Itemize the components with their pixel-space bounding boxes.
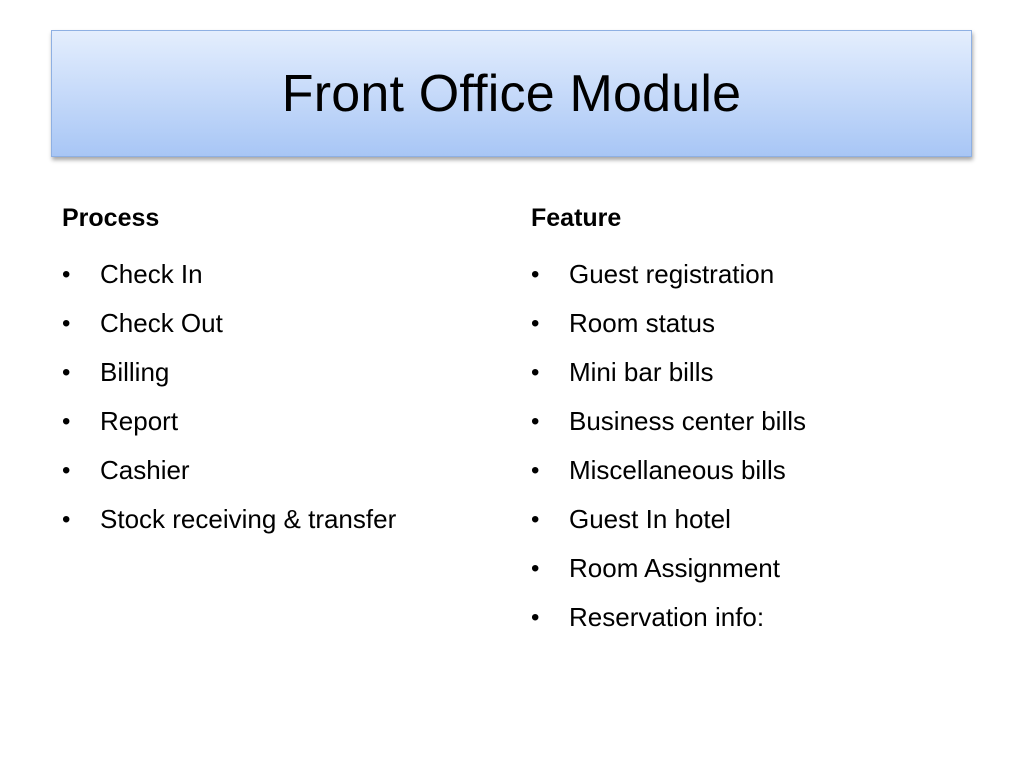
- title-banner: [51, 30, 972, 157]
- list-item-label: Mini bar bills: [569, 357, 714, 387]
- bullet-icon: •: [62, 359, 71, 386]
- list-item: [62, 397, 502, 446]
- list-item-label: Business center bills: [569, 406, 806, 436]
- bullet-icon: •: [531, 310, 540, 337]
- bullet-icon: •: [62, 310, 71, 337]
- list-item-label: Check In: [100, 259, 203, 289]
- list-item: [531, 446, 991, 495]
- bullet-icon: •: [531, 555, 540, 582]
- list-item: [531, 348, 991, 397]
- bullet-icon: •: [62, 506, 71, 533]
- list-item: [531, 544, 991, 593]
- list-item: [62, 495, 502, 544]
- list-item-label: Check Out: [100, 308, 223, 338]
- bullet-icon: •: [62, 457, 71, 484]
- list-item: [531, 250, 991, 299]
- list-item-label: Cashier: [100, 455, 190, 485]
- slide-title: Front Office Module: [281, 64, 742, 123]
- bullet-icon: •: [531, 604, 540, 631]
- process-list: [62, 250, 502, 544]
- feature-list: [531, 250, 991, 642]
- bullet-icon: •: [531, 408, 540, 435]
- bullet-icon: •: [531, 506, 540, 533]
- list-item: [62, 299, 502, 348]
- list-item-label: Guest In hotel: [569, 504, 731, 534]
- list-item-label: Guest registration: [569, 259, 775, 289]
- list-item-label: Room status: [569, 308, 715, 338]
- list-item: [531, 397, 991, 446]
- list-item: [62, 250, 502, 299]
- bullet-icon: •: [62, 408, 71, 435]
- feature-column: [531, 200, 991, 642]
- list-item-label: Miscellaneous bills: [569, 455, 786, 485]
- bullet-icon: •: [531, 261, 540, 288]
- list-item-label: Report: [100, 406, 179, 436]
- process-heading: Process: [62, 204, 160, 232]
- list-item-label: Reservation info:: [569, 602, 765, 632]
- list-item: [531, 299, 991, 348]
- list-item: [62, 446, 502, 495]
- bullet-icon: •: [531, 359, 540, 386]
- list-item: [62, 348, 502, 397]
- list-item-label: Billing: [100, 357, 170, 387]
- bullet-icon: •: [62, 261, 71, 288]
- list-item: [531, 593, 991, 642]
- feature-heading: Feature: [531, 204, 622, 232]
- process-column: [62, 200, 502, 544]
- list-item: [531, 495, 991, 544]
- list-item-label: Stock receiving & transfer: [100, 504, 397, 534]
- list-item-label: Room Assignment: [569, 553, 780, 583]
- bullet-icon: •: [531, 457, 540, 484]
